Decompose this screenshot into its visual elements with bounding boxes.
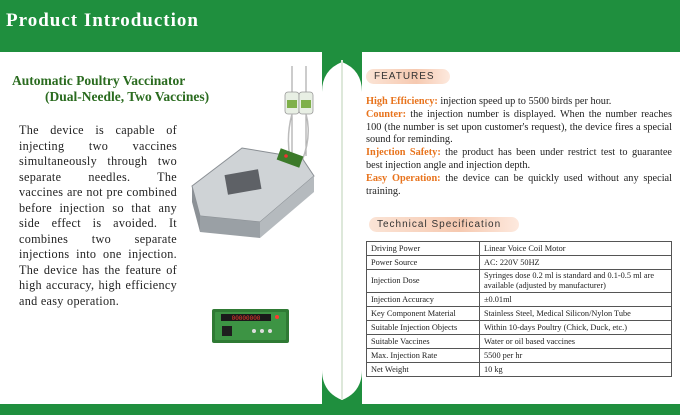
feature-text: the product has been under restrict test to guarantee best injection angle and injection depth. [366,147,672,171]
feature-label: Injection Safety: [366,147,441,159]
tech-spec-table [366,241,672,377]
panel-display-digits: 00000000 [231,315,261,322]
product-description: The device is capable of injecting two vaccines simultaneously through two separate needles. The vaccines are not pre combined before injection so that any side effect is avoided. It combines two separate injections into one injection. The device has the feature of high accuracy, high efficiency and easy operation. [19,123,177,308]
product-title-line1: Automatic Poultry Vaccinator [12,73,186,88]
tech-spec-heading: Technical Specification [369,217,519,232]
spec-value-cell: Linear Voice Coil Motor [480,242,672,256]
spec-name-cell: Injection Accuracy [367,293,480,307]
feature-item [366,109,672,147]
feature-item [366,173,672,199]
feature-text: the injection number is displayed. When the number reaches 100 (the number is set upon customer's request), the device fires a special sound for reminding. [366,108,672,146]
spec-name-cell: Driving Power [367,242,480,256]
spec-name-cell: Max. Injection Rate [367,349,480,363]
page-spine-decoration [322,0,362,415]
table-row [367,293,672,307]
product-title-line2: (Dual-Needle, Two Vaccines) [45,89,210,104]
control-panel-image [212,309,289,343]
feature-label: Easy Operation: [366,172,441,184]
page-title: Product Introduction [6,10,199,31]
feature-item [366,96,672,109]
spec-value-cell: Water or oil based vaccines [480,335,672,349]
spec-name-cell: Key Component Material [367,307,480,321]
product-title [12,73,209,105]
feature-text: the device can be quickly used without any special training. [366,172,672,197]
vaccinator-device-image [190,66,320,246]
spec-name-cell: Net Weight [367,363,480,377]
spec-name-cell: Suitable Vaccines [367,335,480,349]
spec-value-cell: Stainless Steel, Medical Silicon/Nylon Tube [480,307,672,321]
table-row [367,307,672,321]
table-row [367,363,672,377]
features-heading: FEATURES [366,69,450,84]
spec-name-cell: Injection Dose [367,270,480,293]
feature-label: High Efficiency: [366,96,438,107]
spec-value-cell: ±0.01ml [480,293,672,307]
footer-bar [0,404,680,415]
features-list [366,96,672,198]
feature-text: injection speed up to 5500 birds per hour. [437,96,612,107]
table-row [367,349,672,363]
spec-value-cell: Syringes dose 0.2 ml is standard and 0.1-0.5 ml are available (adjusted by manufacturer) [480,270,672,293]
table-row [367,242,672,256]
table-row [367,256,672,270]
spec-name-cell: Suitable Injection Objects [367,321,480,335]
table-row [367,321,672,335]
spec-value-cell: AC: 220V 50HZ [480,256,672,270]
feature-label: Counter: [366,108,407,120]
spec-name-cell: Power Source [367,256,480,270]
feature-item [366,147,672,173]
table-row [367,335,672,349]
spec-value-cell: 5500 per hr [480,349,672,363]
spec-value-cell: Within 10-days Poultry (Chick, Duck, etc.) [480,321,672,335]
spec-value-cell: 10 kg [480,363,672,377]
table-row [367,270,672,293]
